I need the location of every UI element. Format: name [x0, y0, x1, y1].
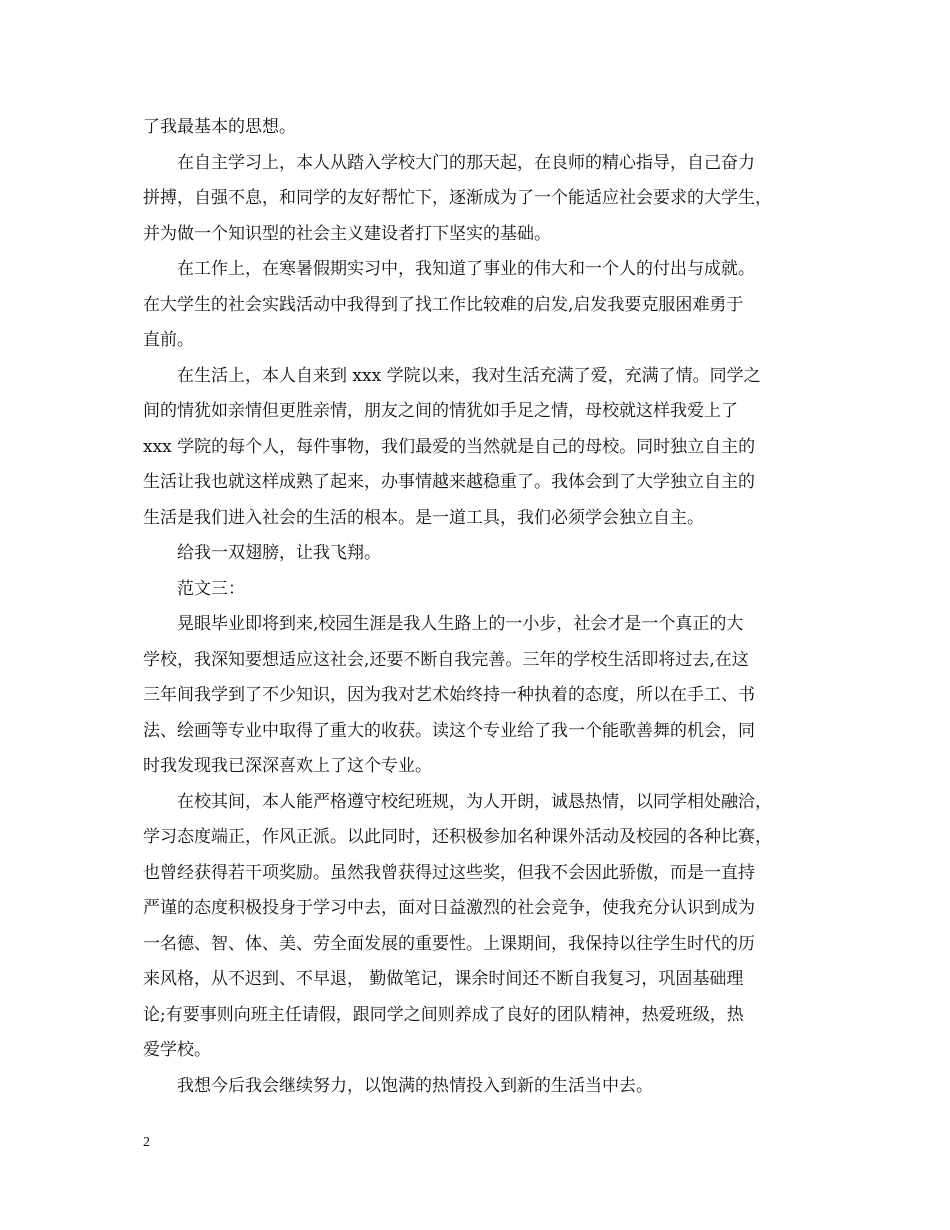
text-line: 爱学校。	[143, 1040, 211, 1060]
text-line: 我想今后我会继续努力，以饱满的热情投入到新的生活当中去。	[143, 1075, 653, 1096]
text-line: xxx 学院的每个人，每件事物，我们最爱的当然就是自己的母校。同时独立自主的	[143, 436, 756, 457]
text-line: 了我最基本的思想。	[143, 117, 296, 137]
text-line: 直前。	[143, 330, 194, 350]
section-heading: 范文三：	[143, 578, 245, 599]
text-line: 在自主学习上，本人从踏入学校大门的那天起，在良师的精心指导，自己奋力	[143, 152, 755, 173]
text-line: 生活是我们进入社会的生活的根本。是一道工具，我们必须学会独立自主。	[143, 507, 704, 528]
text-line: 并为做一个知识型的社会主义建设者打下坚实的基础。	[143, 223, 551, 244]
text-line: 晃眼毕业即将到来,校园生涯是我人生路上的一小步，社会才是一个真正的大	[143, 614, 744, 634]
text-line: 在工作上，在寒暑假期实习中，我知道了事业的伟大和一个人的付出与成就。	[143, 259, 755, 279]
text-line: 拼搏，自强不息，和同学的友好帮忙下，逐渐成为了一个能适应社会要求的大学生，	[143, 188, 772, 208]
text-line: 法、绘画等专业中取得了重大的收获。读这个专业给了我一个能歌善舞的机会，同	[143, 720, 755, 741]
text-line: 来风格，从不迟到、不早退， 勤做笔记，课余时间还不断自我复习，巩固基础理	[143, 969, 744, 989]
body-text	[143, 110, 815, 1104]
text-line: 在校其间，本人能严格遵守校纪班规，为人开朗，诚恳热情，以同学相处融洽，	[143, 791, 772, 812]
text-line: 一名德、智、体、美、劳全面发展的重要性。上课期间，我保持以往学生时代的历	[143, 933, 755, 954]
text-line: 在大学生的社会实践活动中我得到了找工作比较难的启发,启发我要克服困难勇于	[143, 294, 744, 315]
page-number: 2	[143, 1135, 150, 1150]
text-line: 严谨的态度积极投身于学习中去，面对日益激烈的社会竞争，使我充分认识到成为	[143, 898, 755, 918]
text-line: 生活让我也就这样成熟了起来，办事情越来越稳重了。我体会到了大学独立自主的	[143, 472, 755, 492]
text-line: 也曾经获得若干项奖励。虽然我曾获得过这些奖，但我不会因此骄傲，而是一直持	[143, 862, 755, 883]
text-line: 给我一双翅膀，让我飞翔。	[143, 543, 381, 563]
text-line: 在生活上，本人自来到 xxx 学院以来，我对生活充满了爱，充满了情。同学之	[143, 365, 761, 386]
text-line: 论;有要事则向班主任请假，跟同学之间则养成了良好的团队精神，热爱班级，热	[143, 1004, 744, 1025]
text-line: 时我发现我已深深喜欢上了这个专业。	[143, 756, 432, 776]
text-line: 间的情犹如亲情但更胜亲情，朋友之间的情犹如手足之情，母校就这样我爱上了	[143, 401, 738, 421]
text-line: 学习态度端正，作风正派。以此同时，还积极参加名种课外活动及校园的各种比赛，	[143, 827, 772, 847]
text-line: 三年间我学到了不少知识，因为我对艺术始终持一种执着的态度，所以在手工、书	[143, 685, 755, 705]
text-line: 学校，我深知要想适应这社会,还要不断自我完善。三年的学校生活即将过去,在这	[143, 649, 749, 670]
